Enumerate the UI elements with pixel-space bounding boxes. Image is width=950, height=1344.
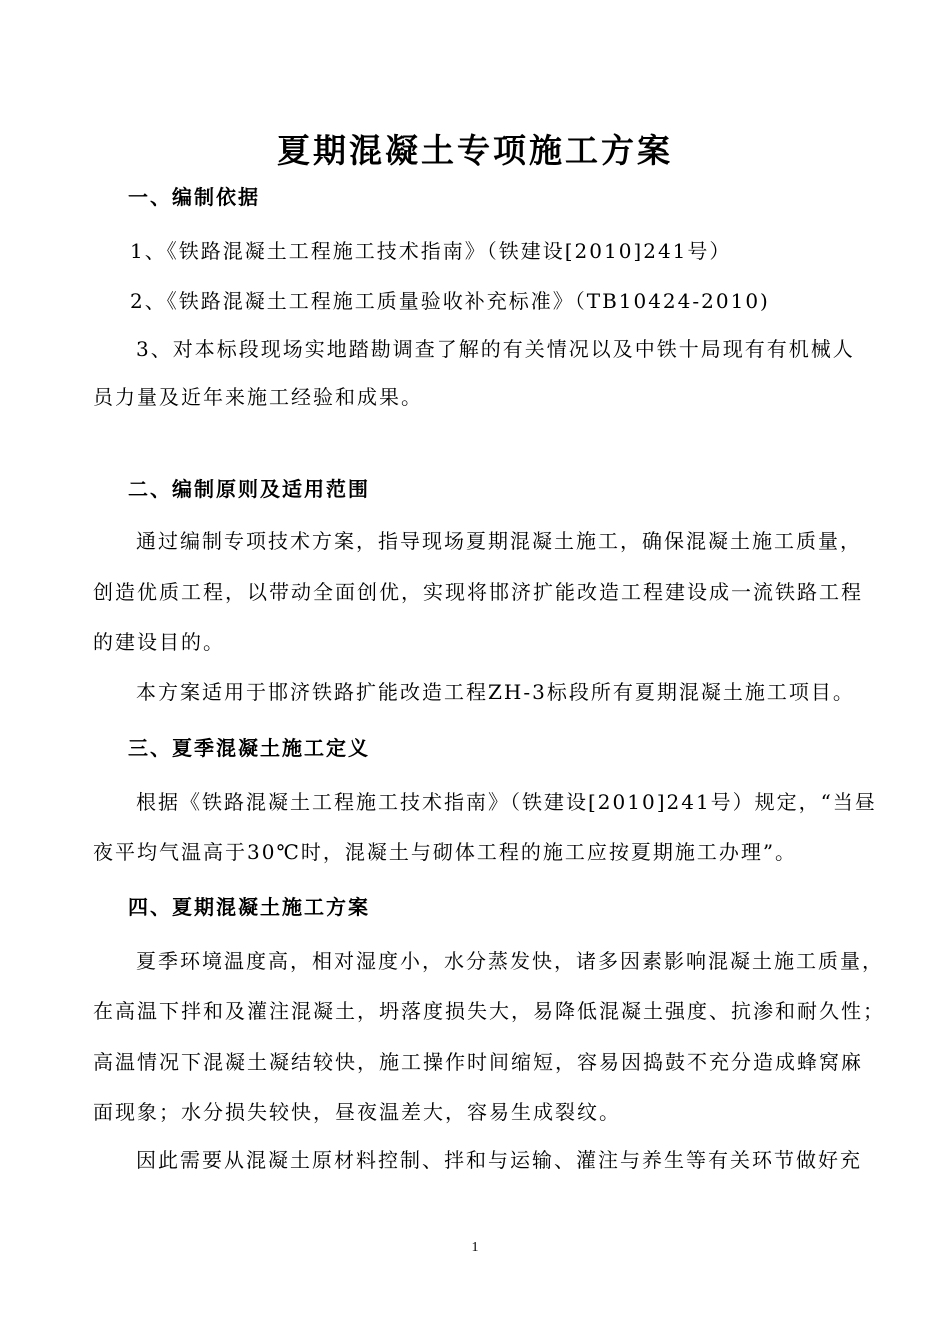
basis-item-2: 2、《铁路混凝土工程施工质量验收补充标准》（TB10424-2010)	[130, 289, 770, 313]
section-3-heading: 三、夏季混凝土施工定义	[128, 736, 370, 760]
basis-item-3: 3、对本标段现场实地踏勘调查了解的有关情况以及中铁十局现有有机械人	[136, 337, 855, 361]
section-1-heading: 一、编制依据	[128, 185, 260, 209]
principle-line-1: 通过编制专项技术方案，指导现场夏期混凝土施工，确保混凝土施工质量，	[136, 529, 862, 553]
scope-line: 本方案适用于邯济铁路扩能改造工程ZH-3标段所有夏期混凝土施工项目。	[136, 680, 855, 704]
definition-line-1: 根据《铁路混凝土工程施工技术指南》（铁建设[2010]241号）规定，“当昼	[136, 790, 877, 814]
plan-line-2: 在高温下拌和及灌注混凝土，坍落度损失大，易降低混凝土强度、抗渗和耐久性；	[93, 999, 885, 1023]
principle-line-3: 的建设目的。	[93, 630, 225, 654]
plan-line-5: 因此需要从混凝土原材料控制、拌和与运输、灌注与养生等有关环节做好充	[136, 1148, 862, 1172]
section-4-heading: 四、夏期混凝土施工方案	[128, 895, 370, 919]
plan-line-3: 高温情况下混凝土凝结较快，施工操作时间缩短，容易因捣鼓不充分造成蜂窝麻	[93, 1050, 863, 1074]
principle-line-2: 创造优质工程，以带动全面创优，实现将邯济扩能改造工程建设成一流铁路工程	[93, 580, 863, 604]
document-title: 夏期混凝土专项施工方案	[277, 131, 673, 170]
section-2-heading: 二、编制原则及适用范围	[128, 477, 370, 501]
definition-line-2: 夜平均气温高于30℃时，混凝土与砌体工程的施工应按夏期施工办理”。	[93, 840, 798, 864]
basis-item-1: 1、《铁路混凝土工程施工技术指南》（铁建设[2010]241号）	[130, 239, 732, 263]
plan-line-1: 夏季环境温度高，相对湿度小，水分蒸发快，诸多因素影响混凝土施工质量，	[136, 949, 884, 973]
plan-line-4: 面现象；水分损失较快，昼夜温差大，容易生成裂纹。	[93, 1100, 621, 1124]
basis-item-3-cont: 员力量及近年来施工经验和成果。	[93, 385, 423, 409]
page-number: 1	[471, 1240, 479, 1255]
